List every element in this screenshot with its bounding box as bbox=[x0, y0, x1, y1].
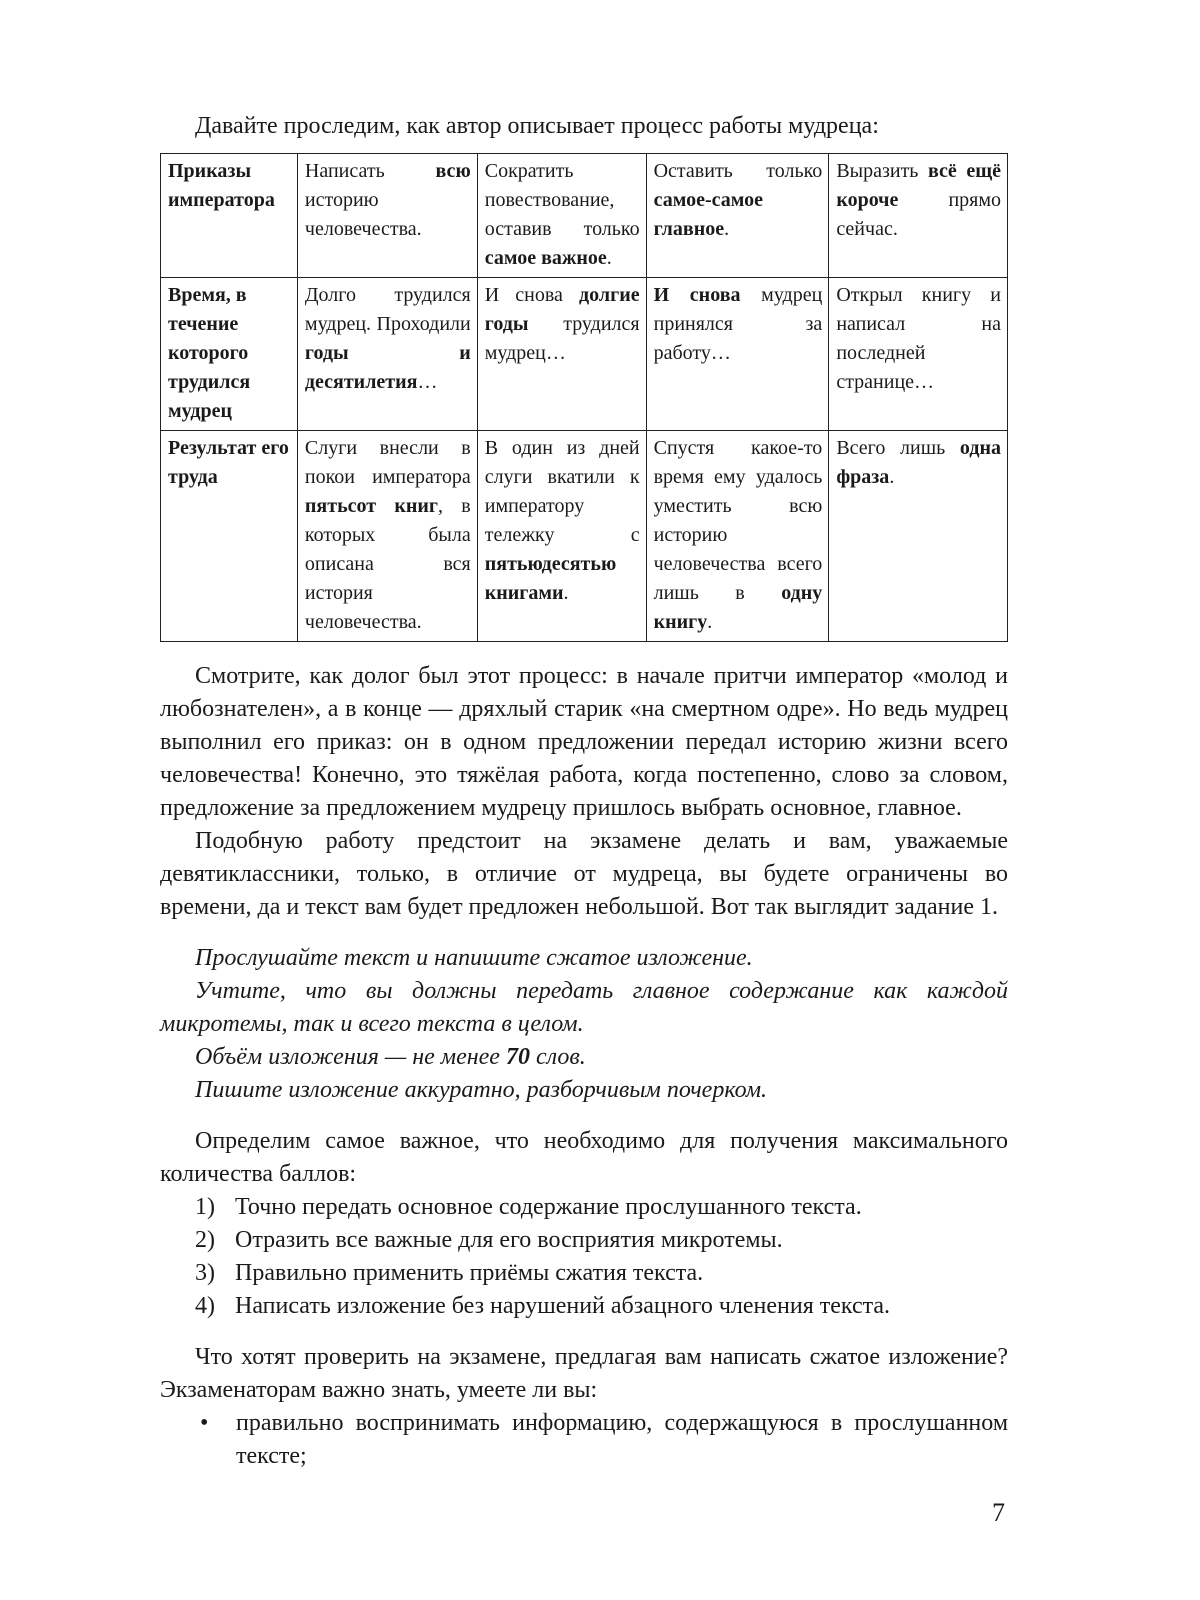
bullet-icon: • bbox=[200, 1410, 209, 1436]
table-cell: Выразить всё ещё короче прямо сейчас. bbox=[829, 154, 1008, 278]
page-content bbox=[160, 110, 1008, 1473]
page-number: 7 bbox=[992, 1498, 1005, 1527]
list-item: 1) Точно передать основное содержание прослушанного текста. bbox=[195, 1194, 862, 1220]
paragraph-check: Что хотят проверить на экзамене, предлагая вам написать сжатое изложение? Экзаменаторам важно знать, умеете ли вы: bbox=[160, 1344, 1008, 1403]
task-line-3: Объём изложения — не менее 70 слов. bbox=[195, 1044, 586, 1070]
row-header: Приказы императора bbox=[161, 154, 298, 278]
table-cell: Оставить только самое-самое главное. bbox=[646, 154, 829, 278]
table-cell: Слуги внесли в покои императора пятьсот книг, в которых была описана вся история человечества. bbox=[297, 431, 477, 642]
table-row bbox=[161, 431, 1008, 642]
table-cell: В один из дней слуги вкатили к императору тележку с пятьюдесятью книгами. bbox=[477, 431, 646, 642]
task-line-1: Прослушайте текст и напишите сжатое изложение. bbox=[195, 945, 753, 971]
table-row bbox=[161, 278, 1008, 431]
table-cell: Написать всю историю человечества. bbox=[297, 154, 477, 278]
list-item: 4) Написать изложение без нарушений абзацного членения текста. bbox=[195, 1293, 891, 1319]
paragraph-process: Смотрите, как долог был этот процесс: в начале притчи император «молод и любознателен», а в конце — дряхлый старик «на смертном одре». Но ведь мудрец выполнил его приказ: он в одном предложении передал историю жизни всего человечества! Конечно, это тяжёлая работа, когда постепенно, слово за словом, предложение за предложением мудрецу пришлось выбрать основное, главное. bbox=[160, 663, 1008, 821]
list-item: • правильно воспринимать информацию, содержащуюся в прослушанном тексте; bbox=[160, 1407, 1008, 1473]
word-count: 70 bbox=[505, 1044, 530, 1070]
table-row bbox=[161, 154, 1008, 278]
task-line-4: Пишите изложение аккуратно, разборчивым почерком. bbox=[195, 1077, 768, 1103]
table-cell: И снова мудрец принялся за работу… bbox=[646, 278, 829, 431]
skills-list bbox=[160, 1407, 1008, 1473]
table-cell: Спустя какое-то время ему удалось уместить всю историю человечества всего лишь в одну книгу. bbox=[646, 431, 829, 642]
comparison-table bbox=[160, 153, 1008, 642]
table-cell: И снова долгие годы трудился мудрец… bbox=[477, 278, 646, 431]
table-cell: Всего лишь одна фраза. bbox=[829, 431, 1008, 642]
row-header: Время, в течение которого трудился мудрец bbox=[161, 278, 298, 431]
table-cell: Сократить повествование, оставив только самое важное. bbox=[477, 154, 646, 278]
paragraph-criteria: Определим самое важное, что необходимо для получения максимального количества баллов: bbox=[160, 1128, 1008, 1187]
task-line-2: Учтите, что вы должны передать главное содержание как каждой микротемы, так и всего текста в целом. bbox=[160, 978, 1008, 1037]
list-item: 3) Правильно применить приёмы сжатия текста. bbox=[195, 1260, 704, 1286]
criteria-list bbox=[160, 1191, 1008, 1323]
list-item: 2) Отразить все важные для его восприятия микротемы. bbox=[195, 1227, 783, 1253]
table-cell: Долго трудился мудрец. Проходили годы и десятилетия… bbox=[297, 278, 477, 431]
intro-paragraph: Давайте проследим, как автор описывает процесс работы мудреца: bbox=[195, 113, 879, 139]
table-cell: Открыл книгу и написал на последней странице… bbox=[829, 278, 1008, 431]
row-header: Результат его труда bbox=[161, 431, 298, 642]
paragraph-exam: Подобную работу предстоит на экзамене делать и вам, уважаемые девятиклассники, только, в отличие от мудреца, вы будете ограничены во времени, да и текст вам будет предложен небольшой. Вот так выглядит задание 1. bbox=[160, 828, 1008, 920]
